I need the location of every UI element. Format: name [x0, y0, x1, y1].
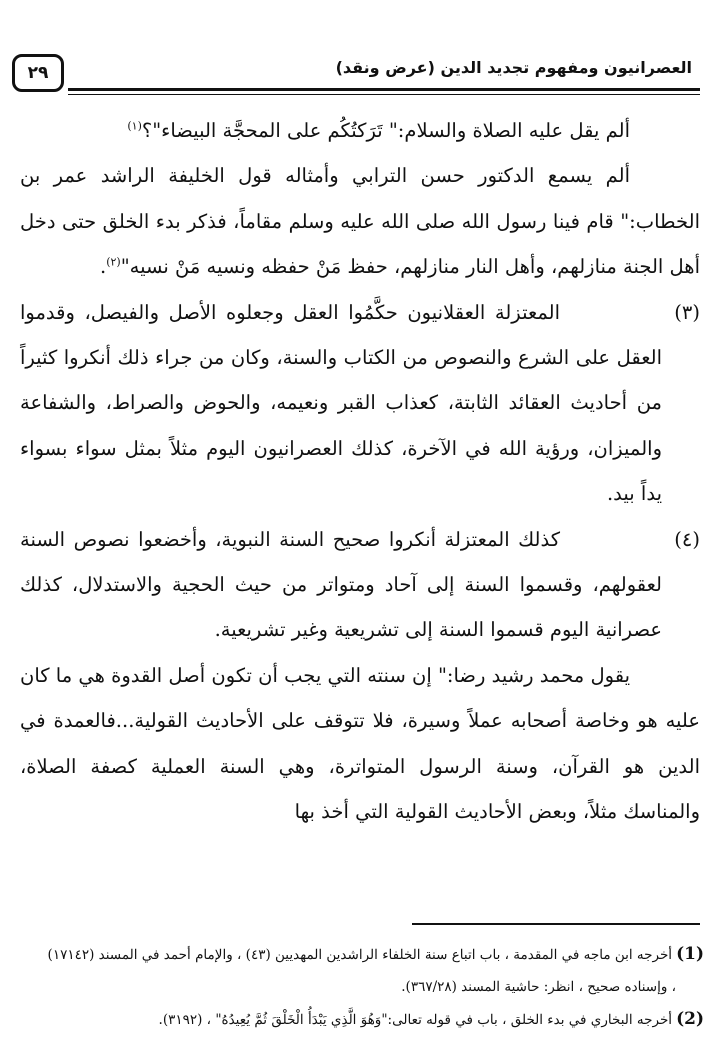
running-head: العصرانيون ومفهوم تجديد الدين (عرض ونقد)	[335, 58, 692, 77]
footnote-1-text: أخرجه ابن ماجه في المقدمة ، باب اتباع سنة الخلفاء الراشدين المهديين (٤٣) ، والإمام أحمد في المسند (١٧١٤٢)	[47, 947, 673, 963]
page-number: ٢٩	[12, 54, 64, 92]
list-item-3-number: (٣)	[674, 300, 700, 324]
page-header	[12, 54, 700, 94]
paragraph-5: يقول محمد رشيد رضا:" إن سنته التي يجب أن تكون أصل القدوة هي ما كان عليه هو وخاصة أصحابه عملاً وسيرة، فلا تتوقف على الأحاديث القولية...فالعمدة في الدين هو القرآن، وسنة الرسول المتواترة، وهي السنة العملية كصفة الصلاة، والمناسك مثلاً، وبعض الأحاديث القولية التي أخذ بها	[20, 663, 700, 824]
list-item-3	[20, 290, 700, 517]
footnote-2-mark: (2)	[676, 1009, 704, 1029]
list-item-3-text: المعتزلة العقلانيون حكَّمُوا العقل وجعلوه الأصل والفيصل، وقدموا العقل على الشرع والنصوص من الكتاب والسنة، وكان من جراء ذلك أنكروا كثيراً من أحاديث العقائد الثابتة، كعذاب القبر ونعيمه، والحوض والصراط، والشفاعة والميزان، ورؤية الله في الآخرة، كذلك العصرانيون اليوم مثلاً بمثل سواء بسواء يداً بيد.	[20, 300, 662, 506]
paragraph-1	[20, 108, 700, 153]
paragraph-1-text: ألم يقل عليه الصلاة والسلام:" تَرَكتُكُم على المحجَّة البيضاء"؟	[141, 119, 630, 142]
footnote-1-mark: (1)	[676, 944, 704, 964]
list-item-4	[20, 517, 700, 653]
list-item-4-text: كذلك المعتزلة أنكروا صحيح السنة النبوية، وأخضعوا نصوص السنة لعقولهم، وقسموا السنة إلى آحاد ومتواتر من حيث الحجية والاستدلال، كذلك عصرانية اليوم قسموا السنة إلى تشريعية وغير تشريعية.	[20, 527, 662, 642]
footnote-2-text: أخرجه البخاري في بدء الخلق ، باب في قوله تعالى:"وَهُوَ الَّذِي يَبْدَأُ الْخَلْقَ ثُمَّ يُعِيدُهُ" ، (٣١٩٢).	[158, 1012, 673, 1028]
footnote-1-continuation: ، وإسناده صحيح ، انظر: حاشية المسند (٣٦٧/٢٨).	[401, 979, 676, 995]
paragraph-2: ألم يسمع الدكتور حسن الترابي وأمثاله قول الخليفة الراشد عمر بن الخطاب:" قام فينا رسول الله صلى الله عليه وسلم مقاماً، فذكر بدء الخلق حتى دخل أهل الجنة منازلهم، وأهل النار منازلهم، حفظ مَنْ حفظه ونسيه مَنْ نسيه"$^{(٢)}$.	[20, 164, 700, 279]
list-item-4-number: (٤)	[674, 527, 700, 551]
footnote-ref-1: (١)	[127, 119, 142, 133]
footnote-separator	[412, 923, 700, 925]
body-text	[20, 108, 700, 835]
header-rule-thin	[68, 94, 700, 95]
footnote-1	[20, 938, 704, 971]
footnote-ref-2: (٢)	[106, 255, 121, 269]
header-rule-thick	[68, 88, 700, 91]
footnote-2	[20, 1003, 704, 1036]
footnotes	[20, 938, 704, 1036]
paragraph-2-text: ألم يسمع الدكتور حسن الترابي وأمثاله قول الخليفة الراشد عمر بن الخطاب:" قام فينا رسول الله صلى الله عليه وسلم مقاماً، فذكر بدء الخلق حتى دخل أهل الجنة منازلهم، وأهل النار منازلهم، حفظ مَنْ حفظه ونسيه مَنْ نسيه"	[20, 164, 700, 279]
